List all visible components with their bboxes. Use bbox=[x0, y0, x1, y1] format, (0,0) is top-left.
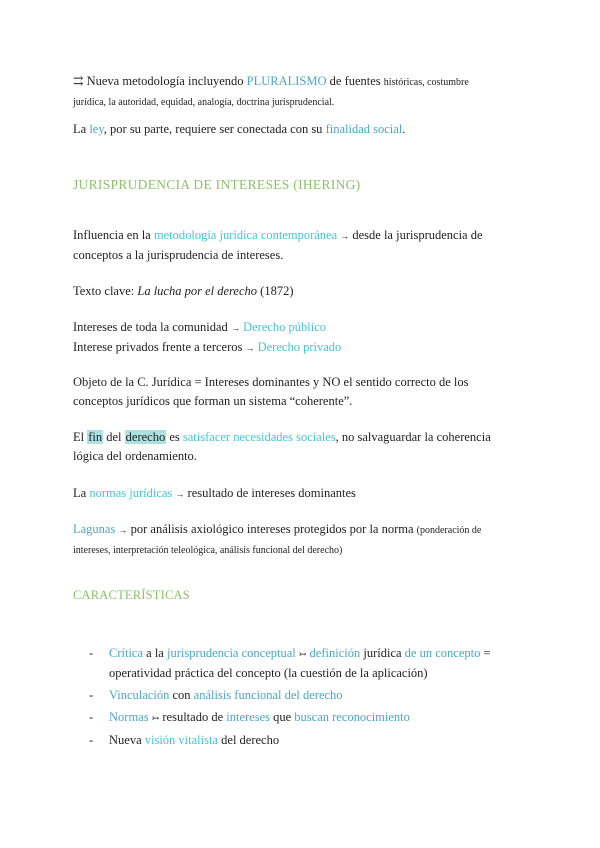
metodologia-term: metodología jurídica contemporánea bbox=[153, 228, 338, 242]
lagunas-small-1: (ponderación de bbox=[416, 525, 482, 536]
pluralismo-term: PLURALISMO bbox=[246, 74, 327, 88]
fin-paragraph bbox=[73, 428, 533, 466]
list-item bbox=[73, 644, 543, 683]
derecho-highlight: derecho bbox=[125, 430, 166, 444]
normas-text-b: resultado de intereses dominantes bbox=[187, 486, 356, 500]
objeto-paragraph bbox=[73, 373, 533, 411]
characteristics-list bbox=[73, 644, 543, 753]
finalidad-term: finalidad social bbox=[325, 122, 403, 136]
b1-text-a: a la bbox=[146, 646, 164, 660]
texto-clave-label: Texto clave: bbox=[73, 284, 135, 298]
fin-text-b: del bbox=[106, 430, 122, 444]
arrow-icon: → bbox=[118, 525, 128, 535]
section-heading-ihering: JURISPRUDENCIA DE INTERESES (IHERING) bbox=[73, 177, 361, 192]
book-title: La lucha por el derecho bbox=[137, 284, 258, 298]
normas-paragraph bbox=[73, 484, 533, 504]
fin-text-d: , no salvaguardar la coherencia bbox=[335, 430, 491, 444]
list-item bbox=[73, 708, 543, 728]
definicion-term: definición bbox=[309, 646, 361, 660]
intro-paragraph bbox=[73, 72, 533, 112]
book-year: (1872) bbox=[260, 284, 294, 298]
intro-text-b: de fuentes bbox=[329, 74, 381, 88]
b3-text-a: resultado de bbox=[162, 710, 224, 724]
lagunas-paragraph bbox=[73, 520, 533, 560]
b4-derecho: del derecho bbox=[221, 733, 280, 747]
derecho-privado-term: Derecho privado bbox=[257, 340, 342, 354]
b1-juridica: jurídica bbox=[363, 646, 402, 660]
arrow-icon: ↣ bbox=[151, 713, 160, 723]
bullet-dash: - bbox=[89, 710, 94, 724]
normas-text-a: La bbox=[73, 486, 87, 500]
derecho-publico-term: Derecho público bbox=[243, 320, 327, 334]
arrow-icon: → bbox=[230, 323, 240, 333]
intereses-paragraph bbox=[73, 318, 533, 358]
jurisprudencia-term: jurisprudencia conceptual bbox=[166, 646, 296, 660]
influencia-text-a: Influencia en la bbox=[73, 228, 151, 242]
influencia-line2: conceptos a la jurisprudencia de intereses. bbox=[73, 248, 284, 262]
bullet-dash: - bbox=[89, 733, 94, 747]
double-arrow-icon: ⇉ bbox=[73, 74, 84, 88]
list-item bbox=[73, 686, 543, 705]
lagunas-term: Lagunas bbox=[73, 522, 116, 536]
normas-term: Normas bbox=[109, 710, 149, 724]
bullet-dash: - bbox=[89, 646, 94, 660]
lagunas-text: por análisis axiológico intereses protegidos por la norma bbox=[130, 522, 414, 536]
critica-term: Crítica bbox=[109, 646, 144, 660]
fin-line2: lógica del ordenamiento. bbox=[73, 449, 197, 463]
bullet-dash: - bbox=[89, 688, 94, 702]
satisfacer-term: satisfacer necesidades sociales bbox=[182, 430, 336, 444]
vinculacion-term: Vinculación bbox=[109, 688, 170, 702]
ley-text-c: . bbox=[402, 122, 406, 136]
intro-small: históricas, costumbre bbox=[383, 77, 469, 88]
b1-line2: operatividad práctica del concepto (la cuestión de la aplicación) bbox=[109, 666, 428, 680]
intro-small-2: jurídica, la autoridad, equidad, analogía, doctrina jurisprudencial. bbox=[73, 97, 335, 108]
fin-highlight: fin bbox=[88, 430, 103, 444]
ley-text-b: , por su parte, requiere ser conectada con su bbox=[103, 122, 323, 136]
texto-clave-paragraph bbox=[73, 282, 533, 301]
concepto-term: de un concepto bbox=[404, 646, 481, 660]
intereses-line1-text: Intereses de toda la comunidad bbox=[73, 320, 228, 334]
objeto-line2: conceptos jurídicos que forman un sistema “coherente”. bbox=[73, 394, 353, 408]
intereses-term: intereses bbox=[226, 710, 270, 724]
ley-text-a: La bbox=[73, 122, 87, 136]
ley-paragraph bbox=[73, 120, 533, 139]
influencia-text-b: desde la jurisprudencia de bbox=[352, 228, 483, 242]
vision-term: visión vitalista bbox=[144, 733, 219, 747]
normas-juridicas-term: normas jurídicas bbox=[89, 486, 173, 500]
section-heading-caracteristicas: CARACTERÍSTICAS bbox=[73, 588, 190, 602]
intro-text: Nueva metodología incluyendo bbox=[86, 74, 244, 88]
ley-term: ley bbox=[89, 122, 104, 136]
buscan-term: buscan reconocimiento bbox=[294, 710, 410, 724]
analisis-term: análisis funcional del derecho bbox=[193, 688, 343, 702]
arrow-icon: → bbox=[245, 343, 255, 353]
arrow-icon: ↣ bbox=[298, 649, 307, 659]
objeto-line1: Objeto de la C. Jurídica = Intereses dominantes y NO el sentido correcto de los bbox=[73, 375, 469, 389]
b3-que: que bbox=[273, 710, 292, 724]
b1-equals: = bbox=[483, 646, 491, 660]
list-item bbox=[73, 731, 543, 750]
intereses-line2-text: Interese privados frente a terceros bbox=[73, 340, 243, 354]
influencia-paragraph bbox=[73, 226, 533, 265]
b4-nueva: Nueva bbox=[109, 733, 142, 747]
arrow-icon: → bbox=[175, 489, 185, 499]
b2-con: con bbox=[172, 688, 191, 702]
fin-text-a: El bbox=[73, 430, 85, 444]
arrow-icon: → bbox=[340, 231, 350, 241]
fin-text-c: es bbox=[169, 430, 180, 444]
lagunas-small-2: intereses, interpretación teleológica, análisis funcional del derecho) bbox=[73, 545, 343, 556]
